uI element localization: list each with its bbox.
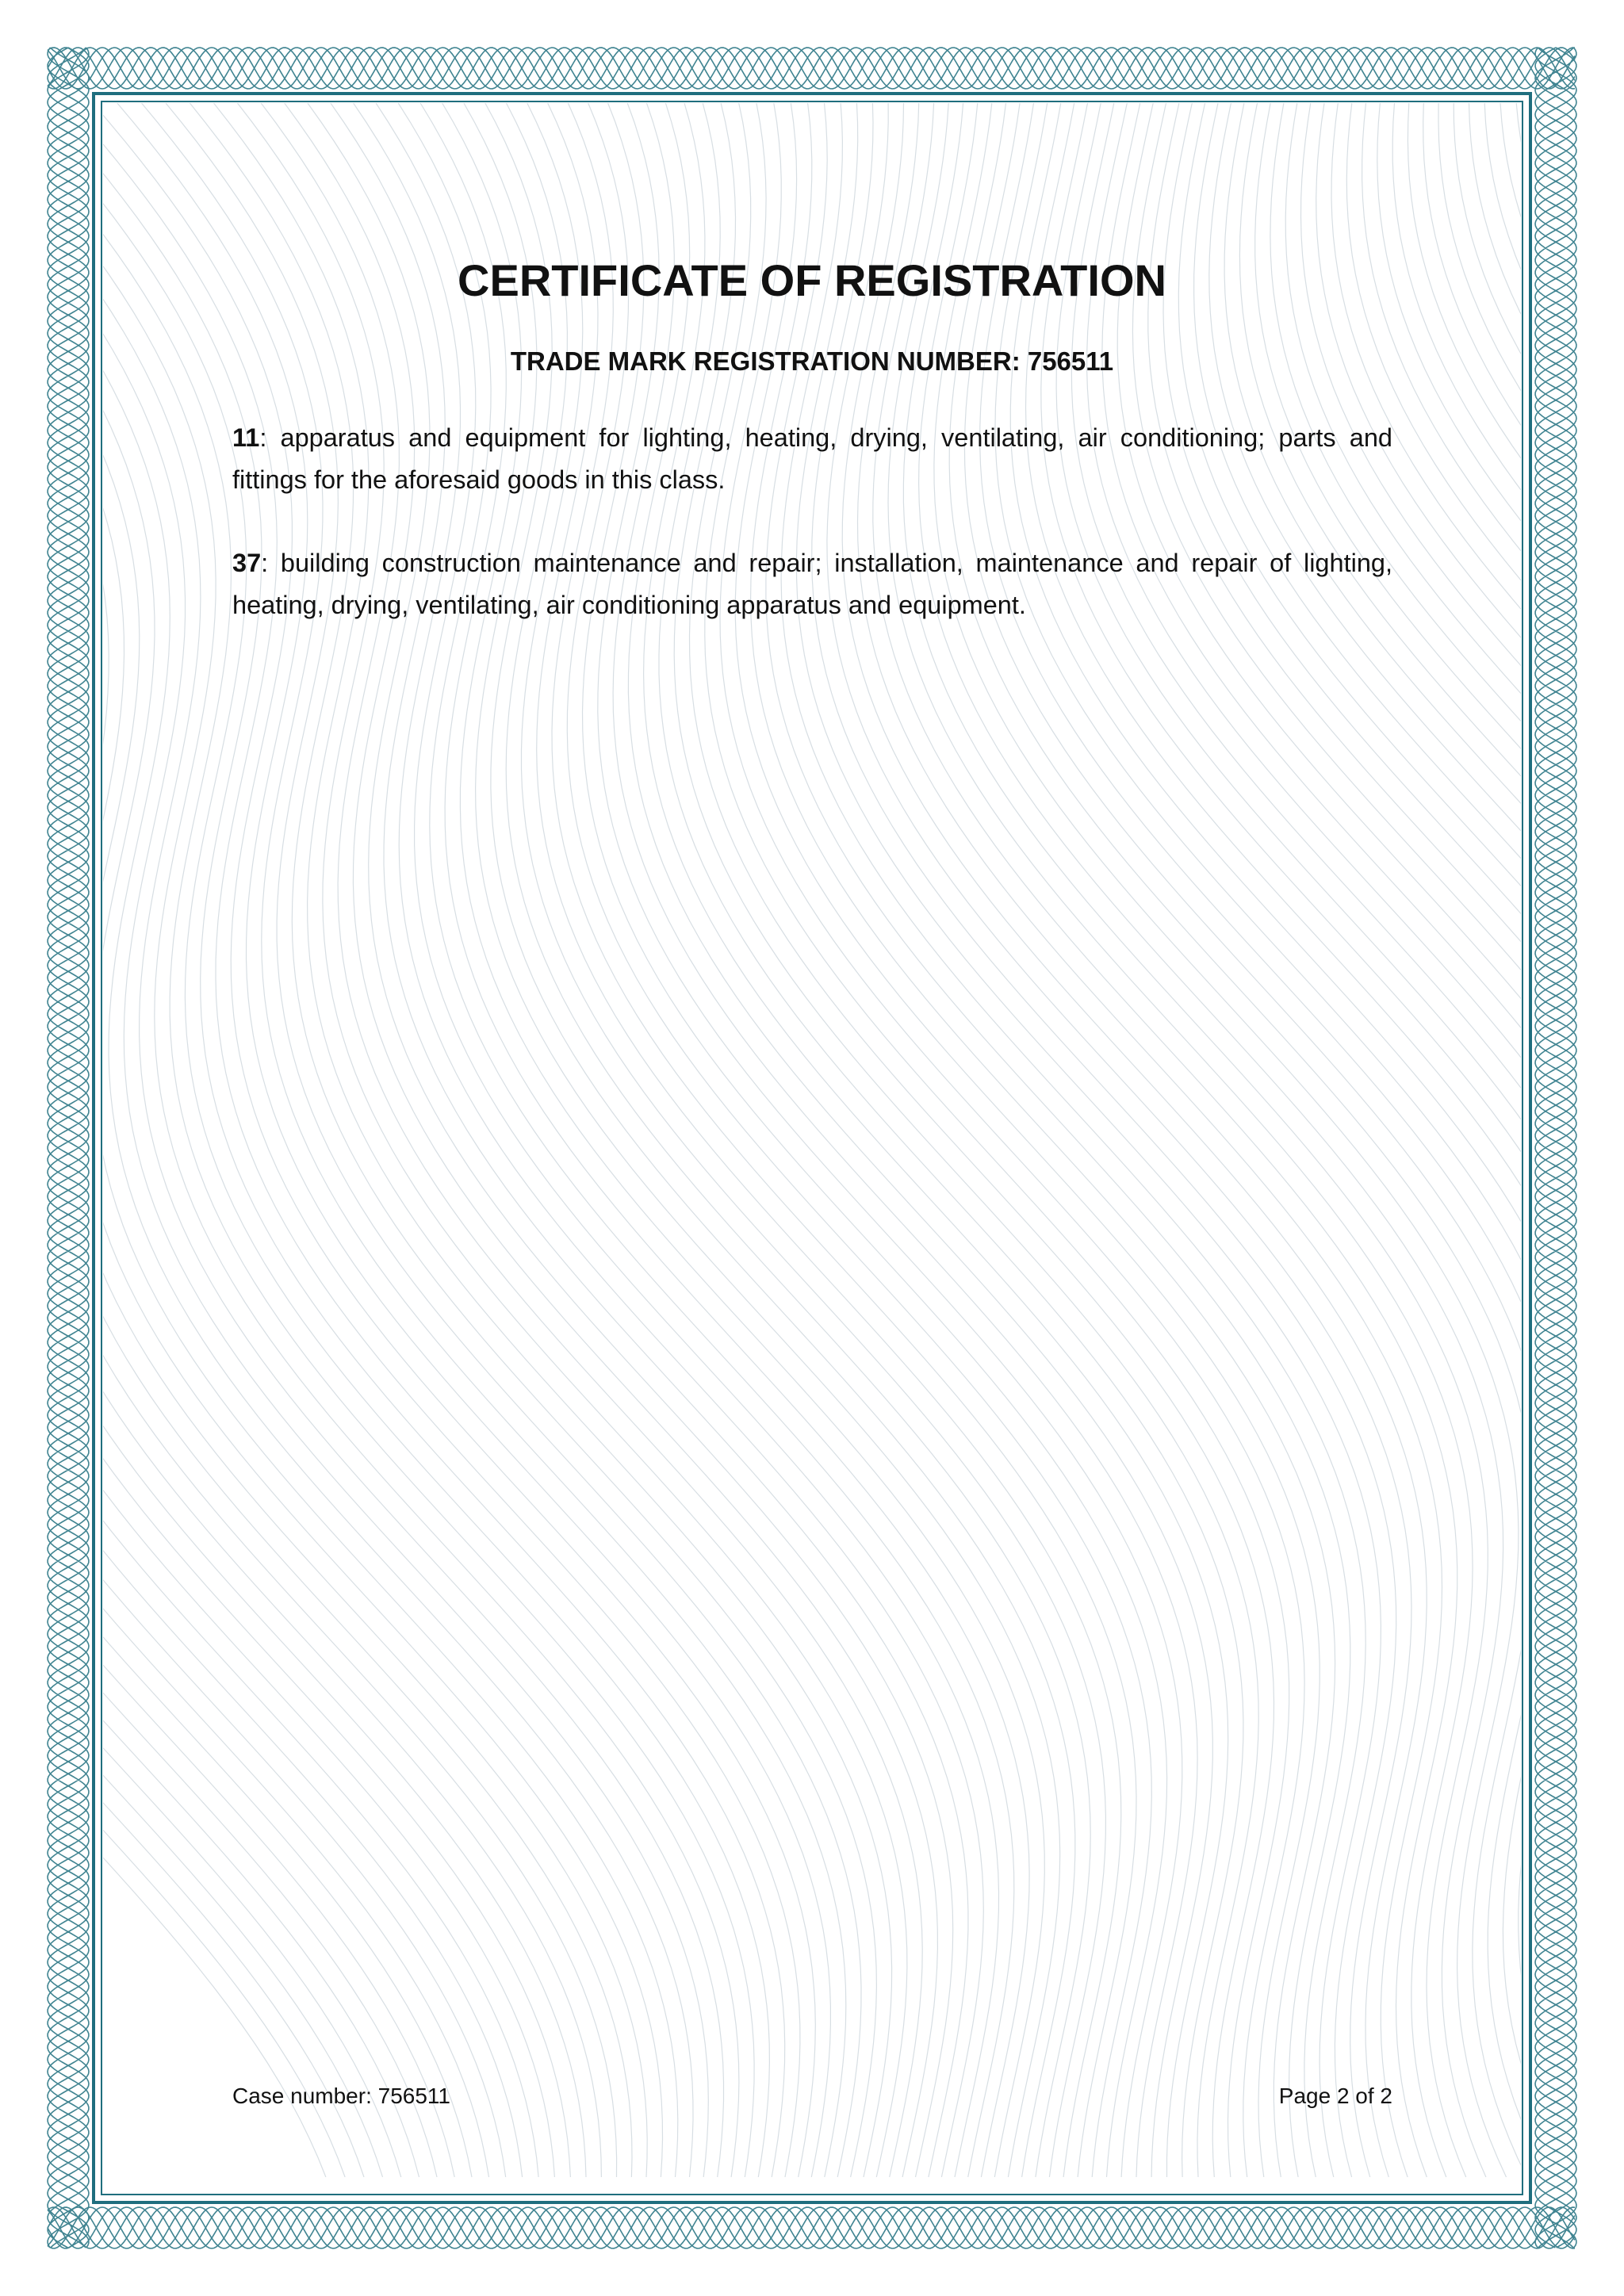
class-item bbox=[232, 417, 1392, 501]
class-separator: : bbox=[261, 549, 269, 577]
class-description: apparatus and equipment for lighting, heating, drying, ventilating, air conditioning; parts and fittings for the aforesaid goods in this class. bbox=[232, 423, 1392, 494]
class-separator: : bbox=[259, 423, 267, 452]
class-number: 37 bbox=[232, 549, 262, 577]
guilloche-background-pattern bbox=[0, 103, 1624, 2177]
class-description: building construction maintenance and repair; installation, maintenance and repair of lighting, heating, drying, ventilating, air conditioning apparatus and equipment. bbox=[232, 549, 1392, 619]
page-number: Page 2 of 2 bbox=[1278, 2084, 1392, 2108]
inner-frame-line bbox=[102, 101, 1522, 2195]
certificate-title: CERTIFICATE OF REGISTRATION bbox=[458, 255, 1166, 305]
case-number: Case number: 756511 bbox=[232, 2084, 450, 2108]
registration-number-line: TRADE MARK REGISTRATION NUMBER: 756511 bbox=[510, 346, 1114, 376]
class-number: 11 bbox=[232, 423, 260, 452]
class-list bbox=[232, 417, 1392, 668]
class-item bbox=[232, 542, 1392, 626]
outer-frame-line bbox=[94, 94, 1530, 2202]
